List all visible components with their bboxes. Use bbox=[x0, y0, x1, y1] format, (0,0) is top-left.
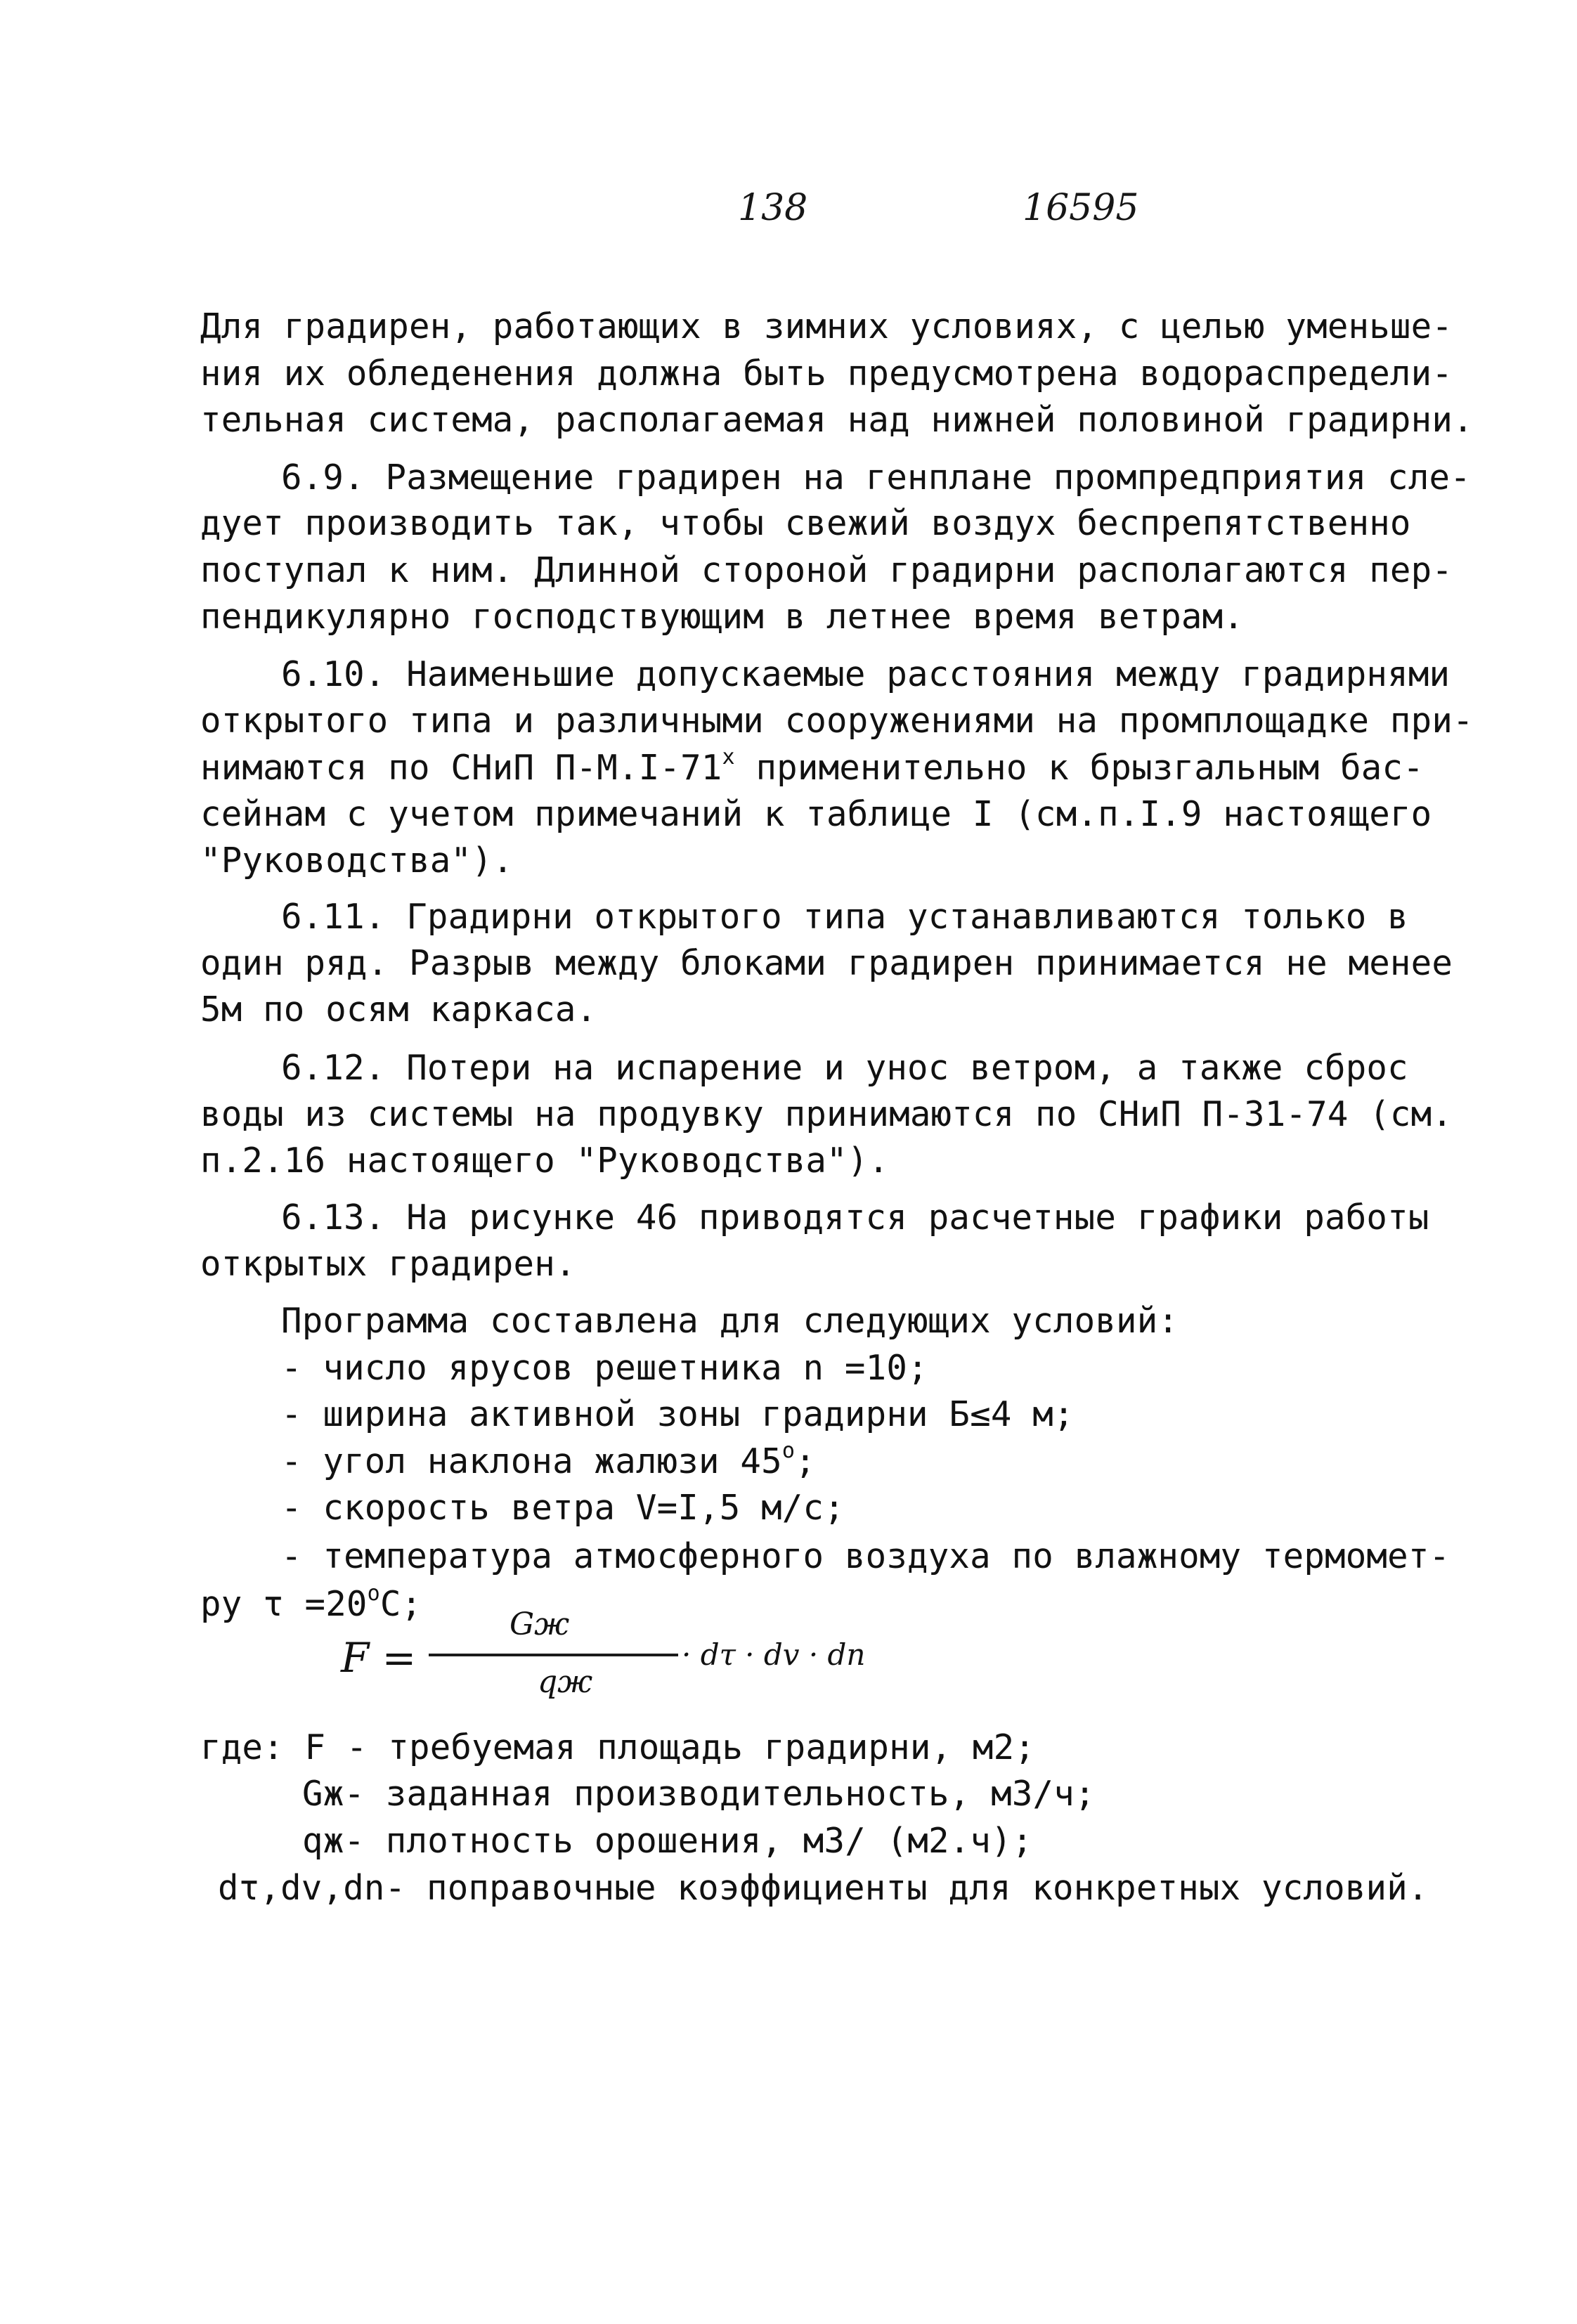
text-line: воды из системы на продувку принимаются по СНиП П-31-74 (см. bbox=[200, 1094, 1453, 1134]
text-line: ния их обледенения должна быть предусмотрена водораспредели- bbox=[200, 353, 1453, 394]
text-line: ру $\tau =20^оС$; bbox=[200, 1581, 422, 1624]
text-line: поступал к ним. Длинной стороной градирни располагаются пер- bbox=[200, 550, 1453, 590]
conditions-intro: Программа составлена для следующих условий: bbox=[281, 1301, 1179, 1341]
condition-item: - ширина активной зоны градирни Б≤4 м; bbox=[281, 1394, 1075, 1434]
fraction-bar bbox=[429, 1654, 678, 1656]
superscript-degree: о bbox=[367, 1581, 380, 1606]
text-line: открытого типа и различными сооружениями на промплощадке при- bbox=[200, 701, 1474, 741]
text-line: "Руководства"). bbox=[200, 840, 514, 881]
legend-line: Gж- заданная производительность, м3/ч; bbox=[302, 1774, 1096, 1814]
paragraph-6-12-start: 6.12. Потери на испарение и унос ветром, а также сброс bbox=[281, 1048, 1408, 1088]
text-line: сейнам с учетом примечаний к таблице I (см.п.I.9 настоящего bbox=[200, 794, 1432, 834]
condition-item: - угол наклона жалюзи $45^о$; bbox=[281, 1439, 816, 1481]
text-line: один ряд. Разрыв между блоками градирен принимается не менее bbox=[200, 943, 1453, 983]
condition-item: - скорость ветра V=I,5 м/с; bbox=[281, 1488, 845, 1528]
superscript-degree: о bbox=[781, 1439, 796, 1463]
text-line: тельная система, располагаемая над нижней половиной градирни. bbox=[200, 400, 1474, 440]
area-formula bbox=[341, 1606, 973, 1715]
text-line: дует производить так, чтобы свежий воздух беспрепятственно bbox=[200, 503, 1411, 543]
text-line: Для градирен, работающих в зимних условиях, с целью уменьше- bbox=[200, 306, 1453, 346]
legend-line: qж- плотность орошения, м3/ (м2.ч); bbox=[302, 1821, 1033, 1861]
text-line: пендикулярно господствующим в летнее время ветрам. bbox=[200, 597, 1245, 637]
paragraph-6-9-start: 6.9. Размещение градирен на генплане промпредприятия сле- bbox=[281, 457, 1471, 498]
document-number: 16595 bbox=[1023, 187, 1139, 229]
formula-denominator: qж bbox=[538, 1664, 593, 1700]
superscript-x: x bbox=[722, 745, 735, 770]
page-number: 138 bbox=[738, 187, 808, 229]
text-line: 5м по осям каркаса. bbox=[200, 989, 597, 1030]
formula-lhs: F = bbox=[341, 1634, 417, 1682]
condition-item: - число ярусов решетника n =10; bbox=[281, 1348, 928, 1388]
text-line: п.2.16 настоящего "Руководства"). bbox=[200, 1141, 890, 1181]
formula-numerator: Gж bbox=[510, 1606, 570, 1642]
text-line: открытых градирен. bbox=[200, 1244, 576, 1284]
condition-item: - температура атмосферного воздуха по влажному термомет- bbox=[281, 1536, 1451, 1576]
text-line-with-superscript: нимаются по СНиП П-М.I-71$^x$ применительно к брызгальным бас- bbox=[200, 745, 1424, 788]
legend-line: где: F - требуемая площадь градирни, м2; bbox=[200, 1727, 1036, 1767]
paragraph-6-13-start: 6.13. На рисунке 46 приводятся расчетные графики работы bbox=[281, 1197, 1429, 1238]
formula-coefficients: · dτ · dv · dn bbox=[682, 1637, 866, 1672]
legend-line: dτ,dv,dn- поправочные коэффициенты для конкретных условий. bbox=[218, 1868, 1429, 1908]
paragraph-6-11-start: 6.11. Градирни открытого типа устанавливаются только в bbox=[281, 897, 1408, 937]
paragraph-6-10-start: 6.10. Наименьшие допускаемые расстояния между градирнями bbox=[281, 654, 1451, 694]
